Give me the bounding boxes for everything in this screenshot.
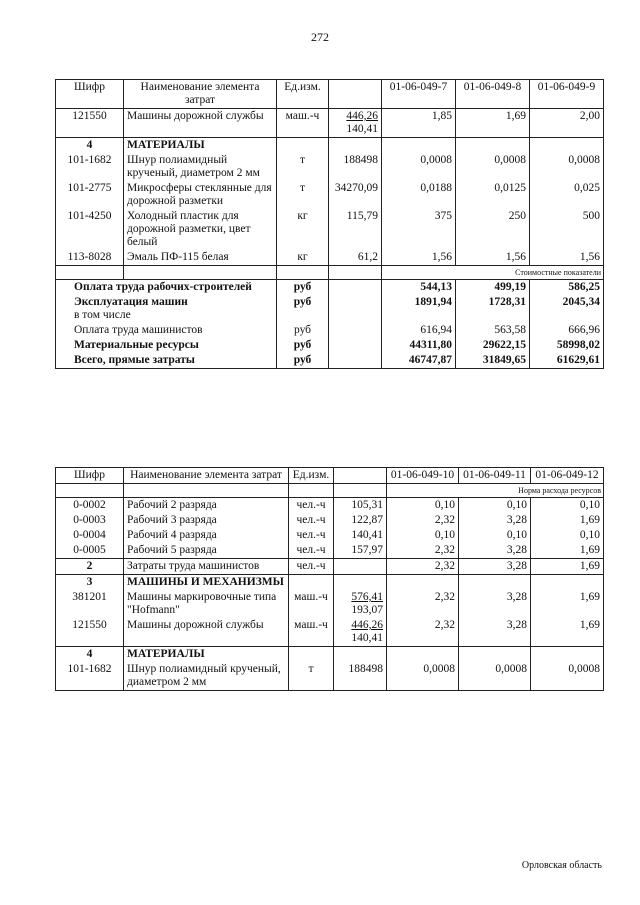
row-value-2: 0,0125 bbox=[456, 181, 530, 209]
row-price: 188498 bbox=[334, 662, 387, 691]
row-value-2: 3,28 bbox=[459, 513, 531, 528]
row-value-1: 375 bbox=[382, 209, 456, 250]
row-value-2: 3,28 bbox=[459, 618, 531, 647]
row-name: Шнур полиамидный крученый, диаметром 2 мм bbox=[124, 153, 277, 181]
total-value-3: 666,96 bbox=[530, 323, 604, 338]
price-top: 576,41 bbox=[351, 591, 383, 603]
table-row bbox=[56, 590, 604, 618]
row-value-3: 1,69 bbox=[531, 559, 604, 575]
table-row bbox=[56, 662, 604, 691]
row-value-3: 0,10 bbox=[531, 528, 604, 543]
table-row bbox=[56, 498, 604, 514]
row-value-3: 500 bbox=[530, 209, 604, 250]
band-label: Норма расхода ресурсов bbox=[387, 484, 604, 498]
row-code: 101-1682 bbox=[56, 662, 124, 691]
row-unit: кг bbox=[277, 250, 329, 266]
row-price bbox=[329, 109, 382, 138]
price-bottom: 140,41 bbox=[351, 632, 383, 644]
total-value-1: 616,94 bbox=[382, 323, 456, 338]
total-unit: руб bbox=[277, 295, 329, 323]
section-code: 4 bbox=[56, 138, 124, 154]
row-value-3: 1,69 bbox=[531, 590, 604, 618]
price-bottom: 193,07 bbox=[351, 604, 383, 616]
row-price: 61,2 bbox=[329, 250, 382, 266]
header-col-11: 01-06-049-11 bbox=[459, 468, 531, 484]
total-unit: руб bbox=[277, 323, 329, 338]
total-name: Материальные ресурсы bbox=[56, 338, 277, 353]
row-code: 0-0005 bbox=[56, 543, 124, 559]
total-value-2: 1728,31 bbox=[456, 295, 530, 323]
header-code: Шифр bbox=[56, 80, 124, 109]
total-name: Оплата труда рабочих-строителей bbox=[56, 280, 277, 296]
header-col-9: 01-06-049-9 bbox=[530, 80, 604, 109]
row-value-1: 0,0008 bbox=[387, 662, 459, 691]
header-unit: Ед.изм. bbox=[277, 80, 329, 109]
section-row bbox=[56, 138, 604, 154]
row-code: 121550 bbox=[56, 618, 124, 647]
row-code: 101-1682 bbox=[56, 153, 124, 181]
total-unit: руб bbox=[277, 280, 329, 296]
row-value-1: 2,32 bbox=[387, 513, 459, 528]
row-price: 140,41 bbox=[334, 528, 387, 543]
total-unit: руб bbox=[277, 353, 329, 369]
row-value-1: 0,10 bbox=[387, 528, 459, 543]
header-price bbox=[334, 468, 387, 484]
total-value-3: 61629,61 bbox=[530, 353, 604, 369]
row-value-1: 1,56 bbox=[382, 250, 456, 266]
table-row bbox=[56, 109, 604, 138]
row-value-2: 0,0008 bbox=[459, 662, 531, 691]
section-title: МАШИНЫ И МЕХАНИЗМЫ bbox=[124, 575, 289, 591]
row-value-1: 2,32 bbox=[387, 559, 459, 575]
table-row bbox=[56, 250, 604, 266]
row-price bbox=[334, 590, 387, 618]
section-title: МАТЕРИАЛЫ bbox=[124, 647, 289, 663]
total-name-cell bbox=[56, 295, 277, 323]
total-value-1: 544,13 bbox=[382, 280, 456, 296]
total-value-2: 31849,65 bbox=[456, 353, 530, 369]
total-value-1: 44311,80 bbox=[382, 338, 456, 353]
row-name: Микросферы стеклянные для дорожной разметки bbox=[124, 181, 277, 209]
row-unit: т bbox=[277, 181, 329, 209]
table-row bbox=[56, 559, 604, 575]
row-value-3: 1,69 bbox=[531, 513, 604, 528]
row-unit: маш.-ч bbox=[289, 618, 334, 647]
row-name: Рабочий 4 разряда bbox=[124, 528, 289, 543]
row-value-1: 0,10 bbox=[387, 498, 459, 514]
total-unit: руб bbox=[277, 338, 329, 353]
header-name: Наименование элемента затрат bbox=[124, 468, 289, 484]
cost-table-1 bbox=[55, 79, 604, 369]
row-name: Шнур полиамидный крученый, диаметром 2 мм bbox=[124, 662, 289, 691]
row-value-2: 1,56 bbox=[456, 250, 530, 266]
total-row bbox=[56, 280, 604, 296]
row-code: 0-0004 bbox=[56, 528, 124, 543]
row-value-3: 0,10 bbox=[531, 498, 604, 514]
header-code: Шифр bbox=[56, 468, 124, 484]
table-row bbox=[56, 153, 604, 181]
row-name: Холодный пластик для дорожной разметки, цвет белый bbox=[124, 209, 277, 250]
table-row bbox=[56, 528, 604, 543]
total-value-3: 58998,02 bbox=[530, 338, 604, 353]
row-value-1: 2,32 bbox=[387, 590, 459, 618]
row-price: 188498 bbox=[329, 153, 382, 181]
row-value-2: 250 bbox=[456, 209, 530, 250]
row-name: Затраты труда машинистов bbox=[124, 559, 289, 575]
header-col-7: 01-06-049-7 bbox=[382, 80, 456, 109]
row-unit: чел.-ч bbox=[289, 498, 334, 514]
section-code: 3 bbox=[56, 575, 124, 591]
table-row bbox=[56, 618, 604, 647]
row-name: Машины маркировочные типа "Hofmann" bbox=[124, 590, 289, 618]
row-code: 101-2775 bbox=[56, 181, 124, 209]
row-value-3: 0,025 bbox=[530, 181, 604, 209]
total-name: Эксплуатация машин bbox=[74, 296, 188, 308]
total-value-2: 499,19 bbox=[456, 280, 530, 296]
price-bottom: 140,41 bbox=[346, 123, 378, 135]
total-value-2: 563,58 bbox=[456, 323, 530, 338]
row-value-3: 2,00 bbox=[530, 109, 604, 138]
band-row bbox=[56, 484, 604, 498]
row-price: 105,31 bbox=[334, 498, 387, 514]
price-top: 446,26 bbox=[346, 110, 378, 122]
total-value-3: 586,25 bbox=[530, 280, 604, 296]
row-value-2: 3,28 bbox=[459, 559, 531, 575]
row-price bbox=[334, 618, 387, 647]
row-unit: маш.-ч bbox=[289, 590, 334, 618]
row-unit: кг bbox=[277, 209, 329, 250]
total-value-1: 1891,94 bbox=[382, 295, 456, 323]
price-top: 446,26 bbox=[351, 619, 383, 631]
total-sub: в том числе bbox=[74, 309, 131, 321]
row-value-3: 0,0008 bbox=[531, 662, 604, 691]
row-value-3: 1,69 bbox=[531, 543, 604, 559]
total-row bbox=[56, 323, 604, 338]
total-name: Всего, прямые затраты bbox=[56, 353, 277, 369]
table-row bbox=[56, 543, 604, 559]
header-col-8: 01-06-049-8 bbox=[456, 80, 530, 109]
row-code: 101-4250 bbox=[56, 209, 124, 250]
row-unit: чел.-ч bbox=[289, 543, 334, 559]
row-code: 381201 bbox=[56, 590, 124, 618]
row-code: 121550 bbox=[56, 109, 124, 138]
table-row bbox=[56, 513, 604, 528]
row-value-2: 0,10 bbox=[459, 498, 531, 514]
header-unit: Ед.изм. bbox=[289, 468, 334, 484]
total-row bbox=[56, 295, 604, 323]
row-code: 0-0003 bbox=[56, 513, 124, 528]
row-value-3: 1,56 bbox=[530, 250, 604, 266]
row-unit: чел.-ч bbox=[289, 513, 334, 528]
page-number: 272 bbox=[311, 30, 329, 44]
row-value-1: 0,0008 bbox=[382, 153, 456, 181]
total-row bbox=[56, 338, 604, 353]
row-unit: т bbox=[289, 662, 334, 691]
section-row bbox=[56, 647, 604, 663]
region-footer: Орловская область bbox=[521, 860, 602, 871]
total-name: Оплата труда машинистов bbox=[56, 323, 277, 338]
row-value-1: 1,85 bbox=[382, 109, 456, 138]
table-row bbox=[56, 209, 604, 250]
row-code: 0-0002 bbox=[56, 498, 124, 514]
row-price: 122,87 bbox=[334, 513, 387, 528]
row-name: Машины дорожной службы bbox=[124, 109, 277, 138]
total-value-3: 2045,34 bbox=[530, 295, 604, 323]
row-value-1: 2,32 bbox=[387, 543, 459, 559]
header-name: Наименование элемента затрат bbox=[124, 80, 277, 109]
row-code: 2 bbox=[56, 559, 124, 575]
row-value-2: 3,28 bbox=[459, 590, 531, 618]
row-price: 115,79 bbox=[329, 209, 382, 250]
cost-table-2 bbox=[55, 467, 604, 691]
row-unit: маш.-ч bbox=[277, 109, 329, 138]
total-value-1: 46747,87 bbox=[382, 353, 456, 369]
section-code: 4 bbox=[56, 647, 124, 663]
section-row bbox=[56, 575, 604, 591]
row-value-2: 0,0008 bbox=[456, 153, 530, 181]
row-price: 157,97 bbox=[334, 543, 387, 559]
row-value-2: 0,10 bbox=[459, 528, 531, 543]
row-value-1: 0,0188 bbox=[382, 181, 456, 209]
row-name: Рабочий 5 разряда bbox=[124, 543, 289, 559]
row-name: Машины дорожной службы bbox=[124, 618, 289, 647]
table-header-row bbox=[56, 468, 604, 484]
row-value-3: 0,0008 bbox=[530, 153, 604, 181]
band-label: Стоимостные показатели bbox=[382, 266, 604, 280]
total-value-2: 29622,15 bbox=[456, 338, 530, 353]
total-row bbox=[56, 353, 604, 369]
row-price: 34270,09 bbox=[329, 181, 382, 209]
table-row bbox=[56, 181, 604, 209]
row-name: Рабочий 2 разряда bbox=[124, 498, 289, 514]
row-unit: чел.-ч bbox=[289, 559, 334, 575]
row-code: 113-8028 bbox=[56, 250, 124, 266]
row-name: Рабочий 3 разряда bbox=[124, 513, 289, 528]
header-col-12: 01-06-049-12 bbox=[531, 468, 604, 484]
section-title: МАТЕРИАЛЫ bbox=[124, 138, 277, 154]
row-unit: чел.-ч bbox=[289, 528, 334, 543]
row-value-3: 1,69 bbox=[531, 618, 604, 647]
table-header-row bbox=[56, 80, 604, 109]
row-value-2: 1,69 bbox=[456, 109, 530, 138]
row-name: Эмаль ПФ-115 белая bbox=[124, 250, 277, 266]
row-value-1: 2,32 bbox=[387, 618, 459, 647]
row-unit: т bbox=[277, 153, 329, 181]
header-price bbox=[329, 80, 382, 109]
band-row bbox=[56, 266, 604, 280]
header-col-10: 01-06-049-10 bbox=[387, 468, 459, 484]
row-value-2: 3,28 bbox=[459, 543, 531, 559]
